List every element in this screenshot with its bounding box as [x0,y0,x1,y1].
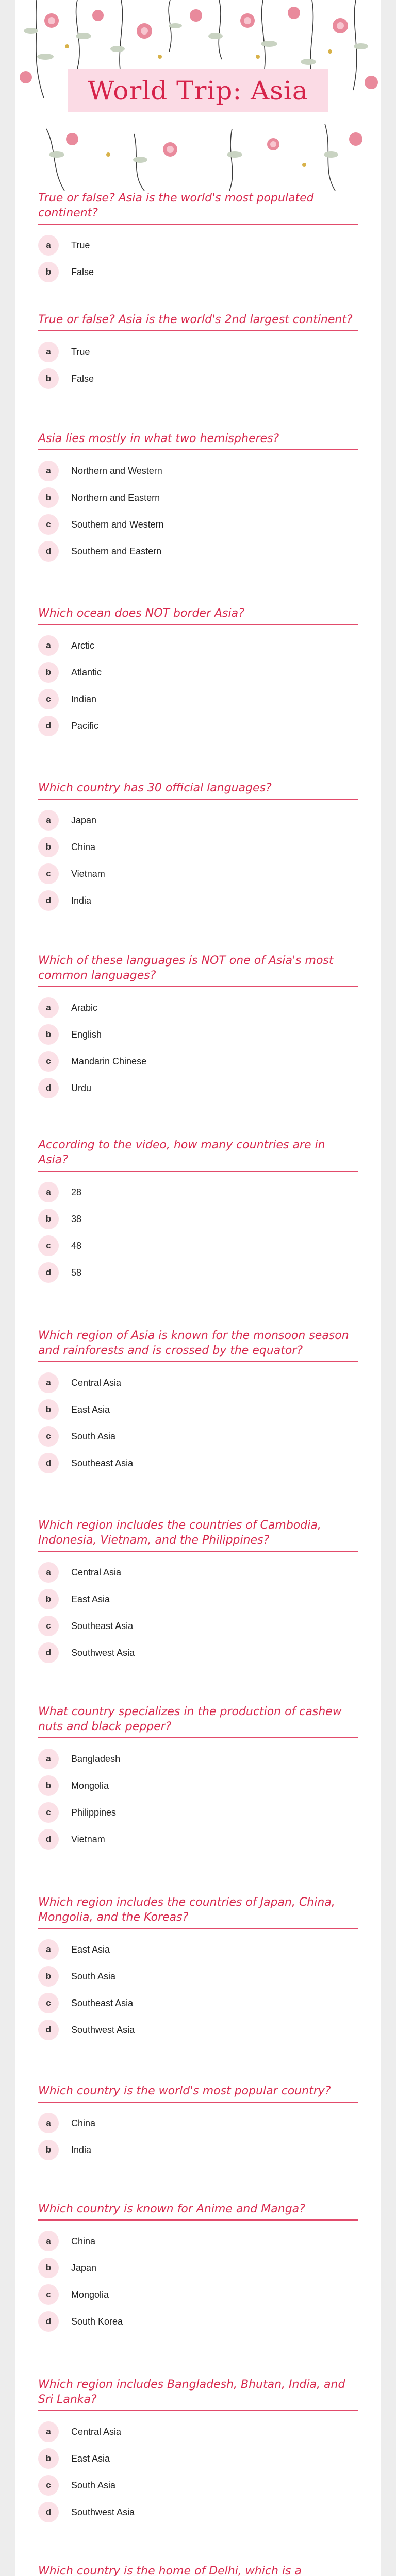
page-title: World Trip: Asia [88,76,308,106]
option-text: English [71,1029,102,1040]
option-text: 48 [71,1240,82,1251]
option-text: True [71,346,90,357]
option-text: China [71,2235,96,2246]
answer-option[interactable] [38,1963,358,1990]
question-text: Which country has 30 official languages? [38,782,272,794]
question-text: Which region includes the countries of Japan, China, Mongolia, and the Koreas? [38,1896,335,1924]
option-letter-badge: b [38,1589,59,1609]
answer-option[interactable] [38,1586,358,1613]
option-letter-badge: a [38,810,59,831]
question-text: Which country is known for Anime and Manga? [38,2202,305,2215]
option-text: China [71,2117,96,2128]
option-letter-badge: c [38,1235,59,1256]
question-text: True or false? Asia is the world's 2nd largest continent? [38,313,353,326]
answer-option[interactable] [38,659,358,686]
option-letter-badge: a [38,1182,59,1202]
answer-option[interactable] [38,2137,358,2163]
question-text: According to the video, how many countries are in Asia? [38,1139,325,1166]
option-letter-badge: b [38,2448,59,2469]
option-letter-badge: d [38,1453,59,1473]
option-text: False [71,266,94,277]
option-letter-badge: a [38,1372,59,1393]
question-block [38,431,358,565]
option-text: Mongolia [71,1780,109,1791]
option-letter-badge: b [38,1024,59,1045]
option-letter-badge: d [38,1829,59,1850]
answer-option[interactable] [38,1799,358,1826]
question-block [38,1704,358,1853]
option-text: Arctic [71,640,94,651]
answer-option[interactable] [38,511,358,538]
answer-option[interactable] [38,457,358,484]
question-block [38,312,358,392]
floral-banner [15,0,381,191]
question-divider [38,986,358,987]
question-divider [38,1928,358,1929]
option-letter-badge: b [38,487,59,508]
answer-option[interactable] [38,2255,358,2281]
question-text: Asia lies mostly in what two hemispheres? [38,432,279,445]
option-text: Atlantic [71,667,102,677]
option-letter-badge: a [38,635,59,656]
option-text: South Asia [71,1431,116,1442]
option-letter-badge: b [38,1399,59,1420]
question-text: Which of these languages is NOT one of Asia's most common languages? [38,954,334,982]
option-letter-badge: c [38,1993,59,2013]
question-block [38,2377,358,2526]
answer-option[interactable] [38,1559,358,1586]
option-letter-badge: c [38,689,59,709]
option-letter-badge: a [38,1562,59,1583]
question-text: Which country is the home of Delhi, which is a [38,2565,302,2576]
option-text: Mongolia [71,2289,109,2300]
option-text: East Asia [71,1404,110,1415]
question-divider [38,2102,358,2103]
option-text: Central Asia [71,1377,122,1388]
question-block [38,1895,358,2043]
answer-option[interactable] [38,632,358,659]
question-block [38,1518,358,1666]
questions-list [15,191,381,2576]
option-letter-badge: a [38,1749,59,1769]
option-letter-badge: a [38,2113,59,2133]
answer-option[interactable] [38,1206,358,1232]
answer-option[interactable] [38,538,358,565]
option-letter-badge: a [38,1939,59,1960]
question-divider [38,2410,358,2411]
question-text: True or false? Asia is the world's most populated continent? [38,192,314,219]
question-divider [38,1737,358,1738]
option-text: South Asia [71,2480,116,2490]
option-letter-badge: c [38,2284,59,2305]
question-divider [38,799,358,800]
answer-option[interactable] [38,1639,358,1666]
answer-option[interactable] [38,1745,358,1772]
option-text: East Asia [71,1594,110,1604]
answer-option[interactable] [38,1232,358,1259]
option-text: Southeast Asia [71,1997,134,2008]
option-letter-badge: a [38,342,59,362]
answer-option[interactable] [38,1396,358,1423]
option-text: Japan [71,815,97,825]
option-text: Southwest Asia [71,2024,135,2035]
answer-option[interactable] [38,1613,358,1639]
answer-option[interactable] [38,1936,358,1963]
question-block [38,781,358,914]
option-letter-badge: b [38,662,59,683]
option-letter-badge: b [38,262,59,282]
option-text: Southeast Asia [71,1620,134,1631]
option-letter-badge: b [38,2140,59,2160]
option-letter-badge: c [38,1426,59,1447]
option-text: India [71,895,92,906]
option-text: Central Asia [71,2426,122,2437]
option-text: Indian [71,693,97,704]
question-divider [38,624,358,625]
option-text: Urdu [71,1082,92,1093]
option-letter-badge: b [38,1775,59,1796]
answer-option[interactable] [38,2308,358,2335]
answer-option[interactable] [38,1021,358,1048]
worksheet-page [15,0,381,2576]
answer-option[interactable] [38,232,358,259]
answer-option[interactable] [38,1075,358,1101]
option-letter-badge: c [38,1802,59,1823]
question-text: What country specializes in the production of cashew nuts and black pepper? [38,1705,342,1733]
answer-option[interactable] [38,2472,358,2499]
answer-option[interactable] [38,1259,358,1286]
question-text: Which region includes Bangladesh, Bhutan, India, and Sri Lanka? [38,2378,345,2406]
option-letter-badge: c [38,1616,59,1636]
option-letter-badge: a [38,2231,59,2251]
answer-option[interactable] [38,259,358,285]
option-letter-badge: d [38,2311,59,2332]
option-text: 58 [71,1267,82,1278]
option-letter-badge: b [38,1966,59,1987]
option-letter-badge: a [38,461,59,481]
answer-option[interactable] [38,1423,358,1450]
option-text: Vietnam [71,868,105,879]
answer-option[interactable] [38,1369,358,1396]
question-divider [38,1551,358,1552]
option-text: True [71,240,90,250]
option-text: Bangladesh [71,1753,121,1764]
question-divider [38,330,358,331]
answer-option[interactable] [38,713,358,739]
question-text: Which ocean does NOT border Asia? [38,607,244,620]
question-divider [38,1361,358,1362]
answer-option[interactable] [38,365,358,392]
answer-option[interactable] [38,686,358,713]
question-divider [38,449,358,450]
question-block [38,2201,358,2335]
question-text: Which country is the world's most popular country? [38,2084,331,2097]
option-letter-badge: d [38,1262,59,1283]
question-text: Which region includes the countries of Cambodia, Indonesia, Vietnam, and the Philippines? [38,1519,321,1547]
question-block [38,2083,358,2163]
option-text: Philippines [71,1807,117,1818]
option-text: Mandarin Chinese [71,1056,147,1066]
option-text: 38 [71,1213,82,1224]
option-text: Southern and Western [71,519,164,530]
question-block [38,191,358,285]
answer-option[interactable] [38,1826,358,1853]
option-text: Northern and Western [71,465,162,476]
answer-option[interactable] [38,1772,358,1799]
option-text: Southwest Asia [71,1647,135,1658]
option-text: Southwest Asia [71,2506,135,2517]
answer-option[interactable] [38,2445,358,2472]
option-letter-badge: b [38,837,59,857]
option-text: Northern and Eastern [71,492,160,503]
option-text: East Asia [71,2453,110,2464]
option-text: East Asia [71,1944,110,1955]
option-letter-badge: d [38,2020,59,2040]
option-text: Southeast Asia [71,1458,134,1468]
answer-option[interactable] [38,2228,358,2255]
option-text: False [71,373,94,384]
option-text: Vietnam [71,1834,105,1844]
option-letter-badge: d [38,716,59,736]
question-text: Which region of Asia is known for the monsoon season and rainforests and is crossed by the equator? [38,1329,349,1357]
option-text: Pacific [71,720,99,731]
answer-option[interactable] [38,860,358,887]
question-block [38,1138,358,1286]
question-block [38,1328,358,1477]
option-letter-badge: c [38,2475,59,2496]
option-letter-badge: a [38,235,59,256]
option-text: South Asia [71,1971,116,1981]
option-letter-badge: a [38,2421,59,2442]
option-text: South Korea [71,2316,123,2327]
title-box [68,69,328,112]
option-text: Japan [71,2262,97,2273]
answer-option[interactable] [38,2418,358,2445]
answer-option[interactable] [38,834,358,860]
option-letter-badge: d [38,1078,59,1098]
answer-option[interactable] [38,338,358,365]
option-text: Central Asia [71,1567,122,1578]
answer-option[interactable] [38,1179,358,1206]
option-letter-badge: b [38,2258,59,2278]
question-block [38,2564,358,2576]
question-block [38,606,358,739]
answer-option[interactable] [38,2499,358,2526]
answer-option[interactable] [38,1450,358,1477]
answer-option[interactable] [38,2016,358,2043]
answer-option[interactable] [38,994,358,1021]
question-divider [38,1171,358,1172]
answer-option[interactable] [38,1048,358,1075]
question-divider [38,2219,358,2221]
question-divider [38,224,358,225]
option-letter-badge: d [38,1642,59,1663]
answer-option[interactable] [38,484,358,511]
option-text: Southern and Eastern [71,546,162,556]
option-letter-badge: c [38,1051,59,1072]
option-letter-badge: d [38,541,59,562]
option-letter-badge: b [38,368,59,389]
option-letter-badge: c [38,863,59,884]
option-letter-badge: d [38,890,59,911]
option-text: Arabic [71,1002,98,1013]
option-text: China [71,841,96,852]
option-letter-badge: d [38,2502,59,2522]
option-letter-badge: a [38,997,59,1018]
option-letter-badge: b [38,1209,59,1229]
option-text: 28 [71,1187,82,1197]
option-text: India [71,2144,92,2155]
answer-option[interactable] [38,807,358,834]
answer-option[interactable] [38,887,358,914]
answer-option[interactable] [38,1990,358,2016]
question-block [38,953,358,1101]
answer-option[interactable] [38,2281,358,2308]
option-letter-badge: c [38,514,59,535]
answer-option[interactable] [38,2110,358,2137]
